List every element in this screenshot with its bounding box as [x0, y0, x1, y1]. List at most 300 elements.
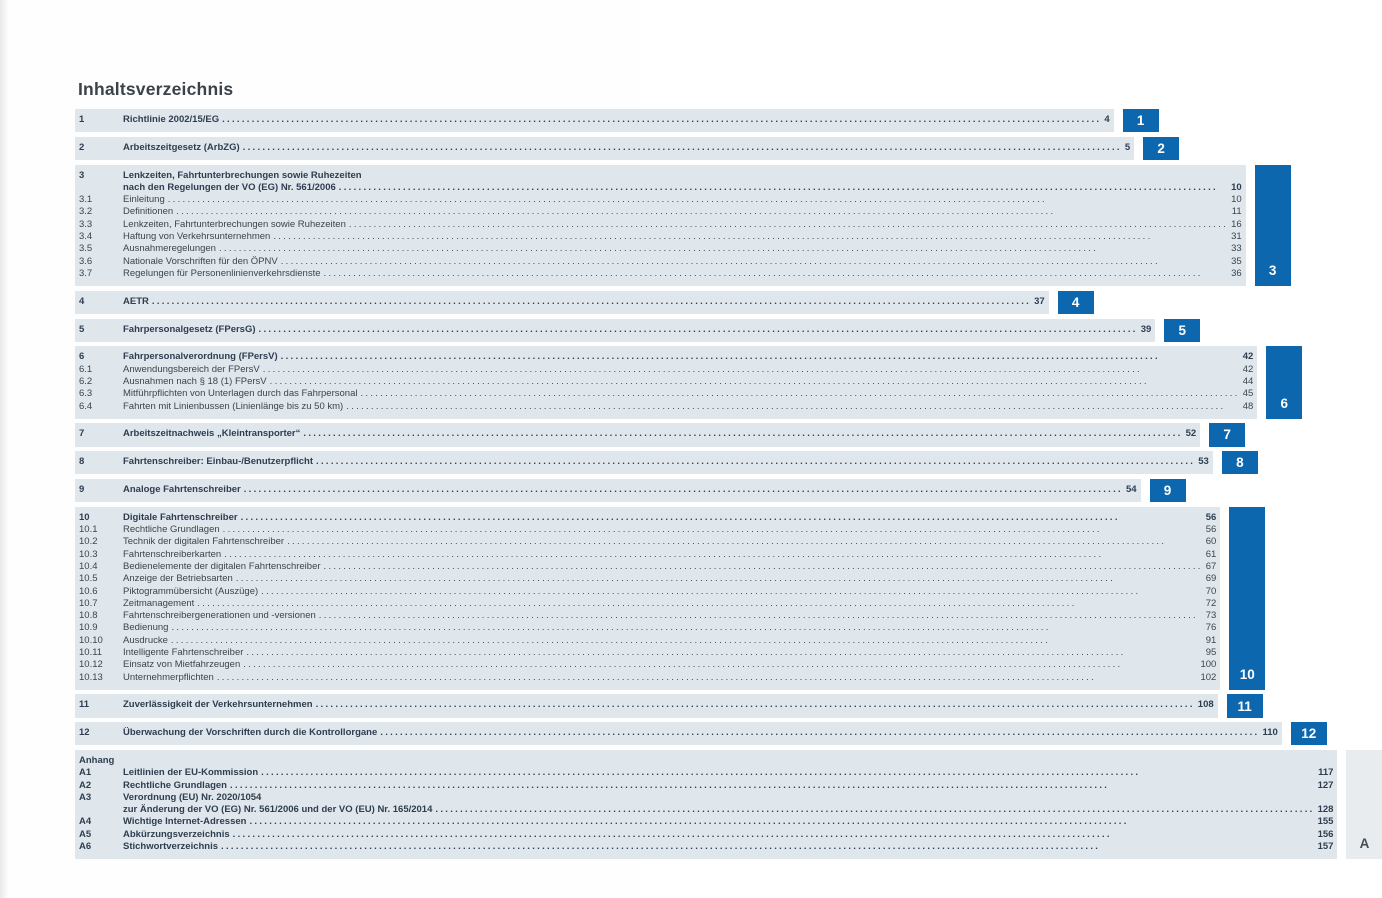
toc-section-row [75, 423, 1231, 446]
entry-page-number: 54 [1125, 483, 1137, 495]
entry-number: 10 [79, 511, 90, 523]
thumb-tab-7 [1209, 423, 1245, 446]
entry-page-number: 73 [1205, 610, 1217, 622]
toc-entry-line [79, 536, 1216, 548]
entry-page-number: 100 [1200, 659, 1217, 671]
entry-page-number: 33 [1231, 243, 1242, 255]
dot-leader [360, 388, 1239, 400]
thumb-tab-1 [1123, 109, 1159, 132]
dot-leader [244, 484, 1123, 496]
entry-title: Digitale Fahrtenschreiber [123, 511, 238, 523]
entry-number: 10.6 [79, 585, 98, 597]
entry-number: A3 [79, 791, 92, 803]
dot-leader [249, 816, 1314, 828]
dot-leader [316, 456, 1195, 468]
toc-entry-line [79, 194, 1242, 206]
toc-entry-line [79, 586, 1216, 598]
dot-leader [176, 206, 1229, 218]
thumb-tab-label: 7 [1223, 427, 1231, 443]
toc-section-band [75, 291, 1049, 314]
thumb-tab-11 [1227, 694, 1263, 717]
thumb-tab-label: 11 [1237, 698, 1252, 714]
entry-number: A4 [79, 816, 92, 828]
entry-number: 10.10 [79, 634, 103, 646]
toc-entry-line [79, 512, 1216, 524]
entry-page-number: 35 [1231, 255, 1242, 267]
entry-title: Fahrpersonalverordnung (FPersV) [123, 351, 278, 363]
entry-number: 6.4 [79, 400, 93, 412]
toc-entry-line [79, 114, 1110, 126]
toc-entry-line [79, 699, 1214, 711]
toc-entry-line [79, 635, 1216, 647]
entry-title: Lenkzeiten, Fahrtunterbrechungen sowie Ruhezeiten [123, 169, 362, 181]
entry-title: Richtlinie 2002/15/EG [123, 114, 220, 125]
entry-page-number: 117 [1318, 767, 1334, 779]
thumb-tab-label: 5 [1178, 322, 1187, 338]
entry-number: Anhang [79, 754, 115, 766]
entry-page-number: 102 [1200, 671, 1217, 683]
entry-number: 10.4 [79, 560, 98, 572]
toc-entry [79, 549, 1216, 561]
entry-title: Zeitmanagement [123, 597, 195, 609]
entry-title: Definitionen [123, 206, 174, 218]
entry-title: AETR [123, 295, 149, 307]
entry-number: 11 [79, 699, 90, 711]
entry-page-number: 155 [1317, 816, 1334, 828]
toc-entry [79, 219, 1242, 231]
page-title: Inhaltsverzeichnis [78, 79, 234, 99]
thumb-tab-3 [1255, 165, 1291, 287]
entry-page-number: 128 [1317, 804, 1334, 816]
toc-section-band [75, 137, 1134, 160]
toc-entry [79, 388, 1253, 400]
dot-leader [273, 231, 1228, 243]
entry-title: Ausnahmeregelungen [123, 243, 216, 255]
toc-section-row [75, 109, 1145, 132]
entry-page-number: 91 [1205, 634, 1217, 646]
thumb-tab-6 [1266, 346, 1302, 418]
entry-number: 9 [79, 483, 85, 495]
dot-leader [223, 524, 1203, 536]
toc-entry [79, 206, 1242, 218]
toc-section-band [75, 451, 1213, 474]
thumb-tab-label: 6 [1280, 395, 1289, 411]
toc-section-band [75, 423, 1200, 446]
thumb-tab-9 [1150, 479, 1186, 502]
toc-entry [79, 351, 1253, 363]
dot-leader [349, 219, 1228, 231]
entry-page-number: 42 [1242, 351, 1254, 363]
entry-page-number: 67 [1205, 560, 1217, 572]
toc-section-row [75, 137, 1165, 160]
toc-entry-line [79, 622, 1216, 634]
entry-number: 6.1 [79, 363, 93, 375]
dot-leader [270, 376, 1240, 388]
entry-page-number: 53 [1198, 456, 1209, 468]
toc-entry [79, 647, 1216, 659]
toc-entry [79, 484, 1137, 496]
dot-leader [246, 647, 1202, 659]
entry-title: zur Änderung der VO (EG) Nr. 561/2006 und der VO (EU) Nr. 165/2014 [123, 804, 433, 816]
thumb-tab-10 [1229, 507, 1265, 690]
toc-entry-line [79, 182, 1242, 194]
thumb-tab-2 [1143, 137, 1179, 160]
entry-number: 10.12 [79, 659, 103, 671]
entry-page-number: 42 [1242, 363, 1254, 375]
dot-leader [230, 780, 1315, 792]
entry-number: 10.2 [79, 536, 98, 548]
dot-leader [324, 268, 1229, 280]
entry-page-number: 44 [1242, 375, 1254, 387]
entry-number: 3.4 [79, 231, 93, 243]
thumb-tab-label: 9 [1163, 483, 1172, 499]
dot-leader [287, 536, 1203, 548]
entry-number: 3.6 [79, 255, 93, 267]
entry-page-number: 36 [1231, 267, 1242, 279]
entry-number: 3.7 [79, 267, 93, 279]
toc-entry-line [79, 598, 1216, 610]
toc-section-row [75, 165, 1277, 287]
entry-title: Analoge Fahrtenschreiber [123, 483, 241, 495]
toc-entry-line [79, 780, 1333, 792]
entry-number: 3.5 [79, 243, 93, 255]
toc-section-row [75, 319, 1187, 342]
entry-title: Überwachung der Vorschriften durch die Kontrollorgane [123, 727, 378, 739]
entry-title: Einsatz von Mietfahrzeugen [123, 659, 241, 671]
entry-title: Arbeitszeitgesetz (ArbZG) [123, 141, 240, 153]
entry-page-number: 56 [1205, 524, 1217, 536]
thumb-tab-label: 3 [1268, 263, 1277, 279]
entry-title: Bedienelemente der digitalen Fahrtenschreiber [123, 560, 321, 572]
toc-entry [79, 324, 1151, 336]
dot-leader [261, 586, 1203, 598]
toc-entry [79, 296, 1045, 308]
toc-entry-line [79, 829, 1333, 841]
entry-page-number: 10 [1231, 194, 1242, 206]
entry-title: Anzeige der Betriebsarten [123, 573, 233, 585]
entry-number: 8 [79, 456, 85, 468]
entry-title: Unternehmerpflichten [123, 671, 214, 683]
entry-title: Lenkzeiten, Fahrtunterbrechungen sowie Ruhezeiten [123, 218, 346, 230]
toc-entry-line [79, 388, 1253, 400]
toc-entry-line [79, 755, 1333, 767]
entry-number: 3.1 [79, 194, 93, 206]
thumb-tab-label: 10 [1239, 666, 1255, 682]
toc-section-band [75, 479, 1141, 502]
dot-leader [152, 296, 1031, 308]
entry-page-number: 61 [1205, 548, 1217, 560]
entry-page-number: 37 [1034, 295, 1045, 307]
entry-page-number: 45 [1242, 388, 1254, 400]
entry-title: Leitlinien der EU-Kommission [123, 767, 259, 779]
toc-entry [79, 792, 1333, 817]
dot-leader [346, 401, 1239, 413]
entry-number: 4 [79, 295, 85, 307]
toc-entry [79, 561, 1216, 573]
dot-leader [219, 243, 1228, 255]
entry-number: 1 [79, 114, 85, 125]
toc-entry-line [79, 524, 1216, 536]
entry-page-number: 95 [1205, 647, 1217, 658]
dot-leader [339, 182, 1228, 194]
entry-page-number: 76 [1205, 622, 1217, 634]
entry-title: Fahrten mit Linienbussen (Linienlänge bis zu 50 km) [123, 400, 344, 412]
toc-entry [79, 170, 1242, 195]
entry-title: Nationale Vorschriften für den ÖPNV [123, 255, 278, 267]
entry-number: 10.5 [79, 573, 98, 585]
entry-page-number: 110 [1262, 727, 1278, 739]
toc-entry-line [79, 659, 1216, 671]
toc-entry [79, 114, 1110, 126]
thumb-tab-label: A [1359, 836, 1370, 852]
toc-entry-line [79, 456, 1209, 468]
entry-page-number: 4 [1104, 114, 1110, 125]
thumb-tab-label: 1 [1136, 113, 1145, 129]
toc-entry-line [79, 767, 1333, 779]
toc-entry [79, 268, 1242, 280]
entry-page-number: 52 [1185, 428, 1197, 440]
dot-leader [281, 351, 1240, 363]
toc-entry-line [79, 647, 1216, 659]
dot-leader [233, 829, 1315, 841]
toc-entry [79, 256, 1242, 268]
entry-page-number: 10 [1231, 181, 1242, 193]
toc-entry-line [79, 672, 1216, 684]
entry-page-number: 5 [1124, 141, 1131, 153]
toc-entry [79, 598, 1216, 610]
toc-section-row [75, 694, 1252, 717]
toc-entry [79, 610, 1216, 622]
toc-entry-line [79, 243, 1242, 255]
toc-section-row [75, 346, 1289, 418]
entry-number: 5 [79, 323, 85, 335]
table-of-contents [75, 109, 1370, 859]
toc-entry [79, 755, 1333, 767]
entry-number: A5 [79, 828, 92, 840]
entry-title: Haftung von Verkehrsunternehmen [123, 231, 271, 243]
toc-entry [79, 512, 1216, 524]
toc-entry-line [79, 351, 1253, 363]
dot-leader [224, 549, 1203, 561]
toc-entry [79, 829, 1333, 841]
entry-title: Regelungen für Personenlinienverkehrsdienste [123, 267, 321, 279]
toc-entry-line [79, 364, 1253, 376]
entry-title: Piktogrammübersicht (Auszüge) [123, 585, 259, 597]
toc-entry [79, 428, 1196, 440]
entry-title: nach den Regelungen der VO (EG) Nr. 561/2006 [123, 181, 336, 193]
entry-page-number: 11 [1231, 206, 1242, 218]
dot-leader [236, 573, 1203, 585]
dot-leader [261, 767, 1315, 779]
entry-title: Anwendungsbereich der FPersV [123, 363, 260, 375]
entry-title: Technik der digitalen Fahrtenschreiber [123, 536, 285, 548]
entry-number: 10.11 [79, 647, 103, 658]
entry-number: 7 [79, 428, 85, 440]
toc-section-band [75, 722, 1282, 745]
entry-number: A6 [79, 841, 92, 853]
entry-page-number: 48 [1242, 400, 1254, 412]
toc-entry-line [79, 727, 1278, 739]
entry-page-number: 39 [1140, 323, 1152, 335]
dot-leader [168, 194, 1228, 206]
entry-title: Mitführpflichten von Unterlagen durch das Fahrpersonal [123, 388, 358, 400]
toc-section-row [75, 750, 1370, 859]
toc-entry-line [79, 428, 1196, 440]
toc-entry-line [79, 231, 1242, 243]
entry-title: Fahrtenschreiberkarten [123, 548, 222, 560]
toc-entry-line [79, 324, 1151, 336]
toc-section-band [75, 165, 1246, 287]
dot-leader [222, 114, 1101, 126]
entry-title: Rechtliche Grundlagen [123, 524, 220, 536]
toc-entry-line [79, 206, 1242, 218]
toc-entry-line [79, 573, 1216, 585]
dot-leader [380, 727, 1259, 739]
entry-number: 10.7 [79, 597, 98, 609]
toc-entry-line [79, 792, 1333, 804]
toc-entry [79, 727, 1278, 739]
toc-entry-line [79, 561, 1216, 573]
dot-leader [319, 610, 1203, 622]
entry-title: Verordnung (EU) Nr. 2020/1054 [123, 791, 262, 803]
entry-number: 2 [79, 141, 85, 153]
entry-number: 10.8 [79, 610, 98, 622]
toc-entry-line [79, 804, 1333, 816]
toc-entry [79, 364, 1253, 376]
dot-leader [303, 428, 1182, 440]
toc-entry [79, 622, 1216, 634]
entry-page-number: 127 [1317, 779, 1334, 791]
toc-section-band [75, 507, 1220, 690]
entry-page-number: 108 [1197, 699, 1214, 711]
dot-leader [243, 659, 1197, 671]
toc-entry-line [79, 401, 1253, 413]
entry-title: Ausdrucke [123, 634, 168, 646]
entry-title: Einleitung [123, 194, 165, 206]
entry-number: 10.3 [79, 548, 98, 560]
toc-entry-line [79, 142, 1130, 154]
thumb-tab-5 [1164, 319, 1200, 342]
entry-page-number: 72 [1205, 597, 1217, 609]
entry-number: A1 [79, 767, 92, 779]
dot-leader [171, 622, 1202, 634]
toc-content [75, 79, 1370, 864]
entry-number: 10.9 [79, 622, 98, 634]
entry-title: Arbeitszeitnachweis „Kleintransporter“ [123, 428, 301, 440]
thumb-tab-label: 2 [1157, 140, 1165, 156]
toc-entry [79, 243, 1242, 255]
entry-title: Fahrtenschreibergenerationen und -versionen [123, 610, 316, 622]
toc-entry-line [79, 841, 1333, 853]
toc-entry [79, 635, 1216, 647]
thumb-tab-4 [1058, 291, 1094, 314]
toc-section-row [75, 291, 1080, 314]
thumb-tab-A [1346, 750, 1382, 859]
entry-title: Intelligente Fahrtenschreiber [123, 647, 244, 658]
toc-entry [79, 456, 1209, 468]
toc-entry [79, 780, 1333, 792]
toc-section-band [75, 319, 1155, 342]
entry-page-number: 157 [1317, 841, 1334, 853]
toc-entry-line [79, 268, 1242, 280]
toc-entry [79, 586, 1216, 598]
dot-leader [281, 256, 1228, 268]
entry-number: 10.13 [79, 671, 103, 683]
toc-entry [79, 524, 1216, 536]
thumb-tab-label: 12 [1301, 726, 1317, 742]
dot-leader [259, 324, 1138, 336]
dot-leader [324, 561, 1203, 573]
toc-section-row [75, 722, 1317, 745]
toc-entry-line [79, 816, 1333, 828]
entry-number: 6.2 [79, 375, 93, 387]
entry-title: Rechtliche Grundlagen [123, 779, 227, 791]
thumb-tab-12 [1291, 722, 1327, 745]
toc-section-band [75, 109, 1114, 132]
entry-number: 6 [79, 351, 85, 363]
toc-section-row [75, 507, 1255, 690]
entry-number: 3 [79, 169, 85, 181]
entry-title: Fahrpersonalgesetz (FPersG) [123, 323, 256, 335]
entry-title: Ausnahmen nach § 18 (1) FPersV [123, 375, 267, 387]
toc-entry [79, 699, 1214, 711]
entry-title: Wichtige Internet-Adressen [123, 816, 247, 828]
entry-title: Abkürzungsverzeichnis [123, 828, 230, 840]
toc-section-row [75, 451, 1244, 474]
entry-page-number: 60 [1205, 536, 1217, 548]
toc-entry [79, 231, 1242, 243]
dot-leader [241, 512, 1203, 524]
toc-entry-line [79, 170, 1242, 182]
toc-entry [79, 536, 1216, 548]
entry-page-number: 31 [1231, 231, 1242, 243]
toc-entry [79, 767, 1333, 779]
dot-leader [171, 635, 1203, 647]
toc-section-row [75, 479, 1172, 502]
toc-section-band [75, 750, 1337, 859]
dot-leader [243, 142, 1122, 154]
toc-entry [79, 194, 1242, 206]
entry-title: Stichwortverzeichnis [123, 841, 219, 853]
entry-number: 3.2 [79, 206, 93, 218]
toc-entry [79, 376, 1253, 388]
toc-entry [79, 659, 1216, 671]
entry-title: Zuverlässigkeit der Verkehrsunternehmen [123, 699, 313, 711]
entry-number: 3.3 [79, 218, 93, 230]
toc-entry-line [79, 296, 1045, 308]
thumb-tab-8 [1222, 451, 1258, 474]
entry-page-number: 70 [1205, 585, 1217, 597]
entry-page-number: 69 [1205, 573, 1217, 585]
toc-section-band [75, 694, 1218, 717]
toc-entry-line [79, 610, 1216, 622]
entry-page-number: 16 [1231, 218, 1242, 230]
entry-title: Fahrtenschreiber: Einbau-/Benutzerpflicht [123, 456, 314, 468]
dot-leader [197, 598, 1202, 610]
entry-number: 6.3 [79, 388, 93, 400]
toc-entry [79, 672, 1216, 684]
dot-leader [217, 672, 1198, 684]
toc-entry-line [79, 484, 1137, 496]
entry-page-number: 156 [1317, 828, 1334, 840]
thumb-tab-label: 8 [1236, 455, 1244, 471]
dot-leader [263, 364, 1240, 376]
toc-section-band [75, 346, 1257, 418]
toc-entry-line [79, 549, 1216, 561]
thumb-tab-label: 4 [1071, 294, 1080, 310]
toc-entry [79, 573, 1216, 585]
toc-entry-line [79, 219, 1242, 231]
